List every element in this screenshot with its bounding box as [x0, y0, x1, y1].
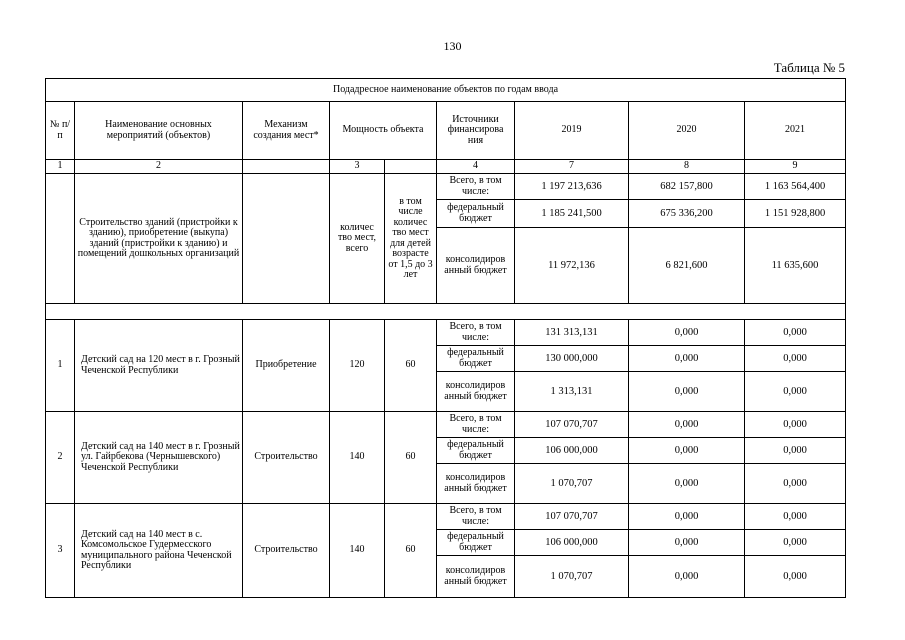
col-number: 9	[745, 160, 846, 174]
summary-num	[45, 174, 75, 304]
header-name: Наименование основных мероприятий (объектов)	[75, 102, 243, 160]
col-number: 8	[629, 160, 745, 174]
object-value-2019: 1 313,131	[515, 372, 629, 412]
object-funding-source: консолидиров анный бюджет	[437, 556, 515, 598]
object-capacity-infants: 60	[385, 412, 437, 504]
object-value-2021: 0,000	[745, 464, 846, 504]
object-value-2020: 0,000	[629, 464, 745, 504]
object-value-2019: 131 313,131	[515, 320, 629, 346]
header-2020: 2020	[629, 102, 745, 160]
summary-capacity-total: количес тво мест, всего	[330, 174, 385, 304]
object-funding-source: Всего, в том числе:	[437, 412, 515, 438]
object-value-2020: 0,000	[629, 320, 745, 346]
spacer-row	[45, 304, 846, 320]
object-value-2021: 0,000	[745, 372, 846, 412]
summary-capacity-infants: в том числе количес тво мест для детей возрасте от 1,5 до 3 лет	[385, 174, 437, 304]
funding-table	[45, 78, 846, 598]
summary-value-2020: 6 821,600	[629, 228, 745, 304]
summary-value-2021: 1 151 928,800	[745, 200, 846, 228]
col-number: 3	[330, 160, 385, 174]
object-value-2021: 0,000	[745, 320, 846, 346]
page-number: 130	[443, 39, 462, 53]
object-capacity-total: 120	[330, 320, 385, 412]
summary-value-2019: 11 972,136	[515, 228, 629, 304]
col-number	[385, 160, 437, 174]
object-value-2019: 1 070,707	[515, 556, 629, 598]
object-mechanism: Строительство	[243, 504, 330, 598]
object-value-2020: 0,000	[629, 438, 745, 464]
object-funding-source: консолидиров анный бюджет	[437, 372, 515, 412]
object-funding-source: Всего, в том числе:	[437, 504, 515, 530]
col-number: 7	[515, 160, 629, 174]
object-capacity-total: 140	[330, 504, 385, 598]
object-value-2021: 0,000	[745, 556, 846, 598]
summary-value-2019: 1 197 213,636	[515, 174, 629, 200]
object-value-2019: 107 070,707	[515, 412, 629, 438]
object-mechanism: Приобретение	[243, 320, 330, 412]
summary-value-2019: 1 185 241,500	[515, 200, 629, 228]
object-value-2020: 0,000	[629, 412, 745, 438]
object-value-2021: 0,000	[745, 438, 846, 464]
object-name: Детский сад на 120 мест в г. Грозный Чеченской Республики	[75, 320, 243, 412]
summary-value-2020: 682 157,800	[629, 174, 745, 200]
header-sources: Источники финансирова ния	[437, 102, 515, 160]
object-value-2020: 0,000	[629, 372, 745, 412]
object-value-2019: 1 070,707	[515, 464, 629, 504]
object-capacity-infants: 60	[385, 504, 437, 598]
col-number: 1	[45, 160, 75, 174]
object-mechanism: Строительство	[243, 412, 330, 504]
object-funding-source: федеральный бюджет	[437, 530, 515, 556]
object-capacity-infants: 60	[385, 320, 437, 412]
object-funding-source: федеральный бюджет	[437, 346, 515, 372]
col-number: 4	[437, 160, 515, 174]
table-caption: Таблица № 5	[773, 60, 845, 75]
object-funding-source: федеральный бюджет	[437, 438, 515, 464]
object-value-2020: 0,000	[629, 556, 745, 598]
summary-mechanism	[243, 174, 330, 304]
header-mechanism: Механизм создания мест*	[243, 102, 330, 160]
col-number	[243, 160, 330, 174]
header-2019: 2019	[515, 102, 629, 160]
summary-value-2021: 1 163 564,400	[745, 174, 846, 200]
object-funding-source: консолидиров анный бюджет	[437, 464, 515, 504]
object-value-2021: 0,000	[745, 346, 846, 372]
summary-funding-source: Всего, в том числе:	[437, 174, 515, 200]
table-title: Подадресное наименование объектов по годам ввода	[45, 78, 846, 102]
header-num: № п/п	[45, 102, 75, 160]
object-value-2019: 130 000,000	[515, 346, 629, 372]
object-funding-source: Всего, в том числе:	[437, 320, 515, 346]
object-value-2019: 107 070,707	[515, 504, 629, 530]
object-name: Детский сад на 140 мест в г. Грозный ул. Гайрбекова (Чернышевского) Чеченской Республики	[75, 412, 243, 504]
object-value-2019: 106 000,000	[515, 438, 629, 464]
object-num: 2	[45, 412, 75, 504]
object-value-2020: 0,000	[629, 530, 745, 556]
col-number: 2	[75, 160, 243, 174]
object-value-2020: 0,000	[629, 346, 745, 372]
summary-funding-source: федеральный бюджет	[437, 200, 515, 228]
header-capacity: Мощность объекта	[330, 102, 437, 160]
summary-value-2021: 11 635,600	[745, 228, 846, 304]
object-value-2021: 0,000	[745, 530, 846, 556]
object-value-2021: 0,000	[745, 504, 846, 530]
object-value-2019: 106 000,000	[515, 530, 629, 556]
summary-name: Строительство зданий (пристройки к зданию), приобретение (выкупа) зданий (пристройки к зданию) и помещений дошкольных организаций	[75, 174, 243, 304]
object-capacity-total: 140	[330, 412, 385, 504]
object-name: Детский сад на 140 мест в с. Комсомольское Гудермесского муниципального района Чеченской Республики	[75, 504, 243, 598]
object-num: 3	[45, 504, 75, 598]
summary-value-2020: 675 336,200	[629, 200, 745, 228]
summary-funding-source: консолидиров анный бюджет	[437, 228, 515, 304]
header-2021: 2021	[745, 102, 846, 160]
object-num: 1	[45, 320, 75, 412]
object-value-2021: 0,000	[745, 412, 846, 438]
object-value-2020: 0,000	[629, 504, 745, 530]
